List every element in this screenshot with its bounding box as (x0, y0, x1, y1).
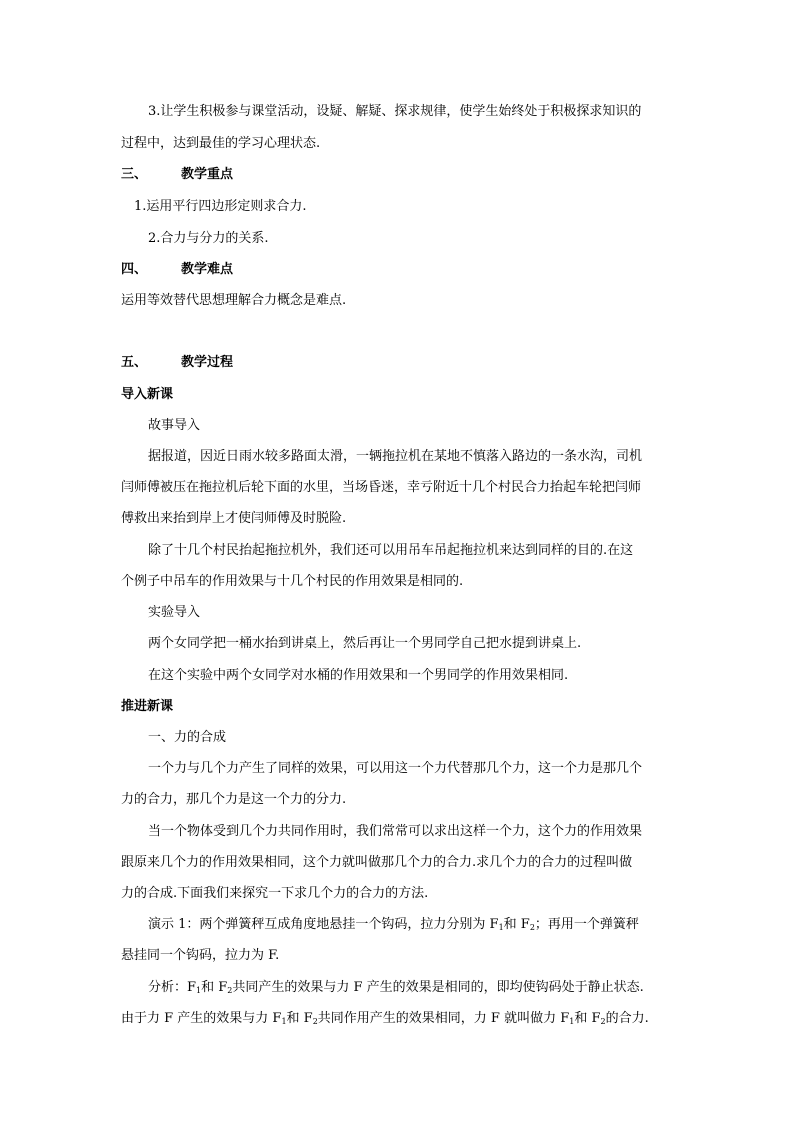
section-title: 教学过程 (181, 355, 234, 370)
list-item: 1.运用平行四边形定则求合力. (134, 199, 307, 214)
text-run: 共同产生的效果与力 F 产生的效果是相同的，即均使钩码处于静止状态. (232, 980, 644, 995)
paragraph-line: 悬挂同一个钩码，拉力为 F. (121, 948, 280, 963)
paragraph-line: 力的合成.下面我们来探究一下求几个力的合力的方法. (121, 886, 429, 901)
subscript: 2 (529, 923, 535, 932)
paragraph-line-demo (148, 915, 639, 935)
subheading-force-composition: 一、力的合成 (148, 730, 227, 745)
subscript: 1 (196, 986, 202, 995)
subscript: 2 (312, 1017, 318, 1026)
text-run: 和 F (286, 1011, 313, 1026)
text-run: 和 F (574, 1011, 601, 1026)
paragraph-line: 据报道，因近日雨水较多路面太滑，一辆拖拉机在某地不慎落入路边的一条水沟，司机 (148, 449, 643, 464)
text-run: 共同作用产生的效果相同，力 F 就叫做力 F (317, 1011, 570, 1026)
paragraph-line: 一个力与几个力产生了同样的效果，可以用这一个力代替那几个力，这一个力是那几个 (148, 761, 643, 776)
paragraph-line-analysis (148, 978, 644, 998)
subscript: 1 (498, 923, 504, 932)
section-heading-3 (121, 165, 233, 185)
subheading-story: 故事导入 (148, 418, 201, 433)
paragraph-line: 过程中，达到最佳的学习心理状态. (121, 136, 321, 151)
section-title: 教学重点 (181, 167, 234, 182)
paragraph-line: 跟原来几个力的作用效果相同，这个力就叫做那几个力的合力.求几个力的合力的过程叫做 (121, 855, 633, 870)
paragraph-line: 除了十几个村民抬起拖拉机外，我们还可以用吊车吊起拖拉机来达到同样的目的.在这 (148, 543, 634, 558)
subheading-experiment: 实验导入 (148, 605, 201, 620)
text-run: 的合力. (605, 1011, 649, 1026)
paragraph-line: 3.让学生积极参与课堂活动，设疑、解疑、探求规律，使学生始终处于积极探求知识的 (148, 104, 642, 119)
text-run: 演示 1：两个弹簧秤互成角度地悬挂一个钩码，拉力分别为 F (148, 917, 499, 932)
subheading-advance: 推进新课 (121, 699, 174, 714)
paragraph-line: 个例子中吊车的作用效果与十几个村民的作用效果是相同的. (121, 574, 464, 589)
subheading-intro: 导入新课 (121, 387, 174, 402)
subscript: 2 (227, 986, 233, 995)
text-run: ；再用一个弹簧秤 (534, 917, 639, 932)
paragraph-line: 力的合力，那几个力是这一个力的分力. (121, 792, 347, 807)
text-run: 分析：F (148, 980, 197, 995)
section-heading-4 (121, 260, 233, 280)
paragraph-line: 当一个物体受到几个力共同作用时，我们常常可以求出这样一个力，这个力的作用效果 (148, 824, 643, 839)
text-run: 和 F (503, 917, 530, 932)
section-title: 教学难点 (181, 262, 234, 277)
subscript: 1 (569, 1017, 575, 1026)
section-heading-5 (121, 353, 233, 373)
paragraph-line: 运用等效替代思想理解合力概念是难点. (121, 293, 347, 308)
section-number: 五、 (121, 355, 148, 370)
subscript: 1 (281, 1017, 287, 1026)
section-number: 三、 (121, 167, 148, 182)
text-run: 由于力 F 产生的效果与力 F (121, 1011, 282, 1026)
paragraph-line: 傅救出来抬到岸上才使闫师傅及时脱险. (121, 511, 347, 526)
subscript: 2 (600, 1017, 606, 1026)
paragraph-line: 闫师傅被压在拖拉机后轮下面的水里，当场昏迷，幸亏附近十几个村民合力抬起车轮把闫师 (121, 480, 642, 495)
paragraph-line: 在这个实验中两个女同学对水桶的作用效果和一个男同学的作用效果相同. (148, 668, 569, 683)
paragraph-line-analysis (121, 1009, 649, 1029)
paragraph-line: 两个女同学把一桶水抬到讲桌上，然后再让一个男同学自己把水提到讲桌上. (148, 636, 582, 651)
list-item: 2.合力与分力的关系. (148, 231, 269, 246)
section-number: 四、 (121, 262, 148, 277)
text-run: 和 F (201, 980, 228, 995)
